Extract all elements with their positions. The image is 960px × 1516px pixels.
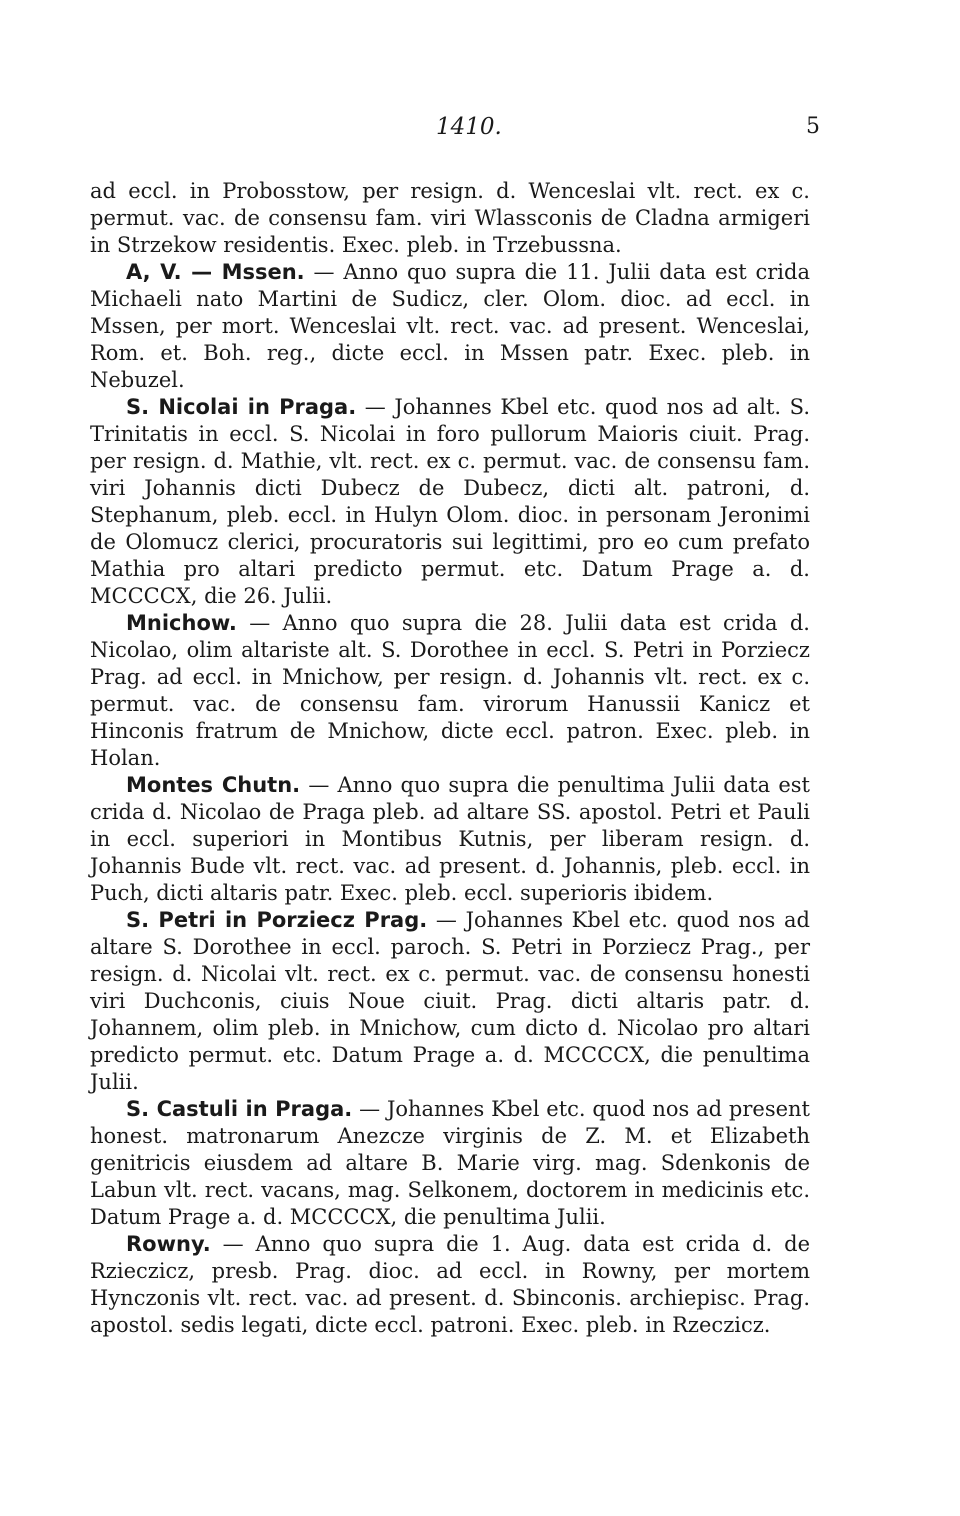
book-page: [90, 108, 820, 1339]
entry-text: — Johannes Kbel etc. quod nos ad alt. S. Trinitatis in eccl. S. Nicolai in foro pullorum Maioris ciuit. Prag. per resign. d. Mathie, vlt. rect. ex c. permut. vac. de consensu fam. viri Johannis dicti Dubecz de Dubecz, dicti alt. patroni, d. Stephanum, pleb. eccl. in Hulyn Olom. dioc. in personam Jeronimi de Olomucz clerici, procuratoris sui legittimi, pro eo cum prefato Mathia pro altari predicto permut. etc. Datum Prage a. d. MCCCCX, die 26. Julii.: [90, 395, 810, 608]
entry-heading: Montes Chutn.: [126, 773, 301, 797]
entry-paragraph: [90, 259, 810, 394]
body-text: [90, 178, 810, 1339]
running-head: [90, 108, 820, 152]
entry-heading: S. Nicolai in Praga.: [126, 395, 357, 419]
entry-text: — Anno quo supra die penultima Julii data est crida d. Nicolao de Praga pleb. ad altare SS. apostol. Petri et Pauli in eccl. superiori in Montibus Kutnis, per liberam resign. d. Johannis Bude vlt. rect. vac. ad present. d. Johannis, pleb. eccl. in Puch, dicti altaris patr. Exec. pleb. eccl. superioris ibidem.: [90, 773, 810, 905]
page-number: 5: [806, 114, 820, 139]
entry-paragraph: [90, 178, 810, 259]
entry-text: — Anno quo supra die 11. Julii data est crida Michaeli nato Martini de Sudicz, cler. Olom. dioc. ad eccl. in Mssen, per mort. Wenceslai vlt. rect. vac. ad present. Wenceslai, Rom. et. Boh. reg., dicte eccl. in Mssen patr. Exec. pleb. in Nebuzel.: [90, 260, 810, 392]
entry-heading: Rowny.: [126, 1232, 211, 1256]
entry-paragraph: [90, 1096, 810, 1231]
entry-heading: S. Castuli in Praga.: [126, 1097, 353, 1121]
entry-text: — Johannes Kbel etc. quod nos ad altare S. Dorothee in eccl. paroch. S. Petri in Porziecz Prag., per resign. d. Nicolai vlt. rect. ex c. permut. vac. de consensu honesti viri Duchconis, ciuis Noue ciuit. Prag. dicti altaris patr. d. Johannem, olim pleb. in Mnichow, cum dicto d. Nicolao pro altari predicto permut. etc. Datum Prage a. d. MCCCCX, die penultima Julii.: [90, 908, 810, 1094]
entry-paragraph: [90, 610, 810, 772]
entry-text: — Johannes Kbel etc. quod nos ad present honest. matronarum Anezcze virginis de Z. M. et Elizabeth genitricis eiusdem ad altare B. Marie virg. mag. Sdenkonis de Labun vlt. rect. vacans, mag. Selkonem, doctorem in medicinis etc. Datum Prage a. d. MCCCCX, die penultima Julii.: [90, 1097, 810, 1229]
entry-paragraph: [90, 394, 810, 610]
entry-text: — Anno quo supra die 1. Aug. data est crida d. de Rzieczicz, presb. Prag. dioc. ad eccl. in Rowny, per mortem Hynczonis vlt. rect. vac. ad present. d. Sbinconis. archiepisc. Prag. apostol. sedis legati, dicte eccl. patroni. Exec. pleb. in Rzeczicz.: [90, 1232, 810, 1337]
entry-paragraph: [90, 772, 810, 907]
entry-text: ad eccl. in Probosstow, per resign. d. Wenceslai vlt. rect. ex c. permut. vac. de consensu fam. viri Wlassconis de Cladna armigeri in Strzekow residentis. Exec. pleb. in Trzebussna.: [90, 179, 810, 257]
entry-paragraph: [90, 907, 810, 1096]
entry-heading: A, V. — Mssen.: [126, 260, 305, 284]
entry-text: — Anno quo supra die 28. Julii data est crida d. Nicolao, olim altariste alt. S. Dorothee in eccl. S. Petri in Porziecz Prag. ad eccl. in Mnichow, per resign. d. Johannis vlt. rect. ex c. permut. vac. de consensu fam. virorum Hanussii Kanicz et Hinconis fratrum de Mnichow, dicte eccl. patron. Exec. pleb. in Holan.: [90, 611, 810, 770]
entry-heading: Mnichow.: [126, 611, 237, 635]
entry-paragraph: [90, 1231, 810, 1339]
entry-heading: S. Petri in Porziecz Prag.: [126, 908, 428, 932]
page-year-heading: 1410.: [436, 114, 502, 140]
